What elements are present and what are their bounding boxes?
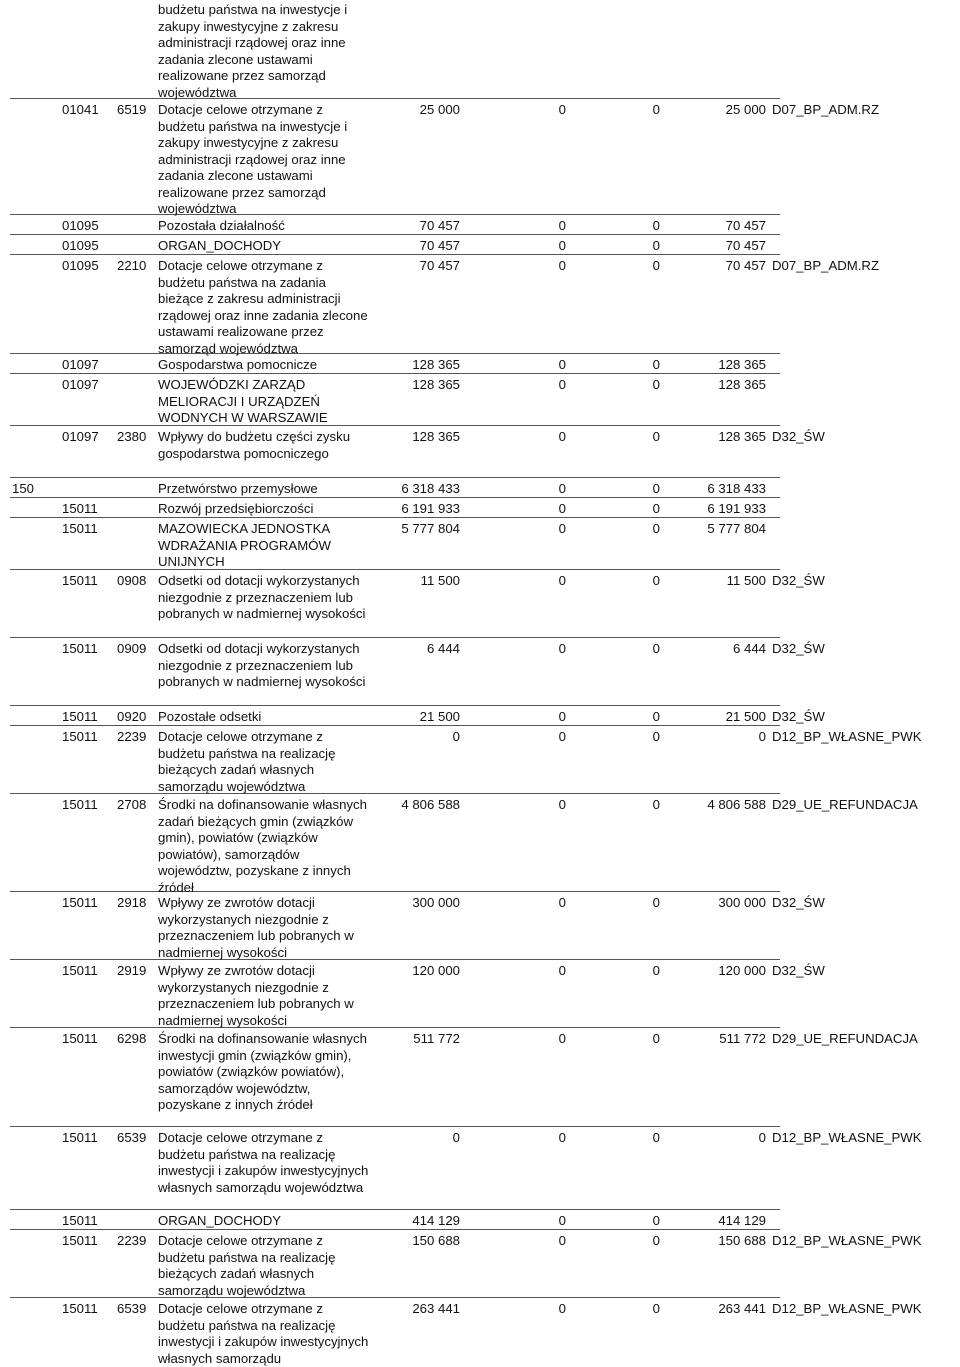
paragraf-cell: 0909 xyxy=(117,641,147,656)
value-change-2-cell: 0 xyxy=(652,709,660,724)
value-plan-cell: 128 365 xyxy=(412,357,460,372)
value-plan-cell: 11 500 xyxy=(420,573,460,588)
description-cell: Pozostała działalność xyxy=(158,218,285,233)
rozdzial-cell: 15011 xyxy=(62,1301,98,1316)
rozdzial-cell: 01097 xyxy=(62,357,99,372)
row-divider xyxy=(10,705,780,706)
row-divider xyxy=(10,959,780,960)
value-plan-cell: 300 000 xyxy=(412,895,460,910)
row-divider xyxy=(10,891,780,892)
value-total-cell: 128 365 xyxy=(718,357,766,372)
value-plan-cell: 128 365 xyxy=(412,429,460,444)
value-plan-cell: 6 191 933 xyxy=(401,501,460,516)
row-divider xyxy=(10,98,780,99)
source-code-cell: D29_UE_REFUNDACJA xyxy=(772,1031,918,1046)
row-divider xyxy=(10,214,780,215)
source-code-cell: D32_ŚW xyxy=(772,895,825,910)
description-cell: Dotacje celowe otrzymane z budżetu państwa na realizację bieżących zadań własnych samorządu województwa xyxy=(158,729,336,794)
rozdzial-cell: 15011 xyxy=(62,709,98,724)
value-change-2-cell: 0 xyxy=(652,377,660,392)
value-total-cell: 0 xyxy=(758,1130,766,1145)
row-divider xyxy=(10,569,780,570)
value-total-cell: 300 000 xyxy=(718,895,766,910)
paragraf-cell: 6539 xyxy=(117,1130,147,1145)
description-cell: budżetu państwa na inwestycje i zakupy inwestycyjne z zakresu administracji rządowej oraz inne zadania zlecone ustawami realizowane przez samorząd województwa xyxy=(158,2,348,100)
value-change-1-cell: 0 xyxy=(558,218,566,233)
description-cell: Dotacje celowe otrzymane z budżetu państwa na inwestycje i zakupy inwestycyjne z zakresu administracji rządowej oraz inne zadania zlecone ustawami realizowane przez samorząd województwa xyxy=(158,102,348,216)
value-plan-cell: 128 365 xyxy=(412,377,460,392)
value-total-cell: 6 191 933 xyxy=(707,501,766,516)
source-code-cell: D32_ŚW xyxy=(772,573,825,588)
paragraf-cell: 2919 xyxy=(117,963,147,978)
value-change-1-cell: 0 xyxy=(558,963,566,978)
value-change-2-cell: 0 xyxy=(652,1213,660,1228)
value-total-cell: 0 xyxy=(758,729,766,744)
row-divider xyxy=(10,425,780,426)
value-total-cell: 4 806 588 xyxy=(707,797,766,812)
value-change-1-cell: 0 xyxy=(558,501,566,516)
value-change-2-cell: 0 xyxy=(652,797,660,812)
description-cell: ORGAN_DOCHODY xyxy=(158,238,282,253)
value-total-cell: 150 688 xyxy=(718,1233,766,1248)
value-total-cell: 21 500 xyxy=(725,709,766,724)
value-total-cell: 263 441 xyxy=(718,1301,766,1316)
paragraf-cell: 2380 xyxy=(117,429,147,444)
value-change-1-cell: 0 xyxy=(558,102,566,117)
paragraf-cell: 6519 xyxy=(117,102,147,117)
description-cell: Dotacje celowe otrzymane z budżetu państwa na zadania bieżące z zakresu administracji rządowej oraz inne zadania zlecone ustawami realizowane przez samorząd województwa xyxy=(158,258,368,356)
value-total-cell: 25 000 xyxy=(725,102,766,117)
value-change-1-cell: 0 xyxy=(558,1213,566,1228)
value-change-2-cell: 0 xyxy=(652,521,660,536)
value-change-1-cell: 0 xyxy=(558,357,566,372)
paragraf-cell: 2239 xyxy=(117,1233,147,1248)
rozdzial-cell: 15011 xyxy=(62,1233,98,1248)
description-cell: Dotacje celowe otrzymane z budżetu państwa na realizację inwestycji i zakupów inwestycyjnych własnych samorządu xyxy=(158,1301,369,1366)
value-total-cell: 11 500 xyxy=(726,573,766,588)
source-code-cell: D12_BP_WŁASNE_PWK xyxy=(772,729,922,744)
value-change-1-cell: 0 xyxy=(558,641,566,656)
paragraf-cell: 2918 xyxy=(117,895,147,910)
value-change-1-cell: 0 xyxy=(558,729,566,744)
value-plan-cell: 0 xyxy=(452,729,460,744)
value-change-2-cell: 0 xyxy=(652,963,660,978)
paragraf-cell: 0920 xyxy=(117,709,147,724)
source-code-cell: D32_ŚW xyxy=(772,429,825,444)
source-code-cell: D32_ŚW xyxy=(772,963,825,978)
description-cell: Przetwórstwo przemysłowe xyxy=(158,481,318,496)
value-change-1-cell: 0 xyxy=(558,573,566,588)
value-change-2-cell: 0 xyxy=(652,501,660,516)
description-cell: MAZOWIECKA JEDNOSTKA WDRAŻANIA PROGRAMÓW UNIJNYCH xyxy=(158,521,331,569)
description-cell: Odsetki od dotacji wykorzystanych niezgodnie z przeznaczeniem lub pobranych w nadmiernej wysokości xyxy=(158,641,366,689)
rozdzial-cell: 15011 xyxy=(62,963,98,978)
rozdzial-cell: 15011 xyxy=(62,729,98,744)
dzial-cell: 150 xyxy=(12,481,35,496)
value-change-1-cell: 0 xyxy=(558,377,566,392)
row-divider xyxy=(10,637,780,638)
value-plan-cell: 25 000 xyxy=(419,102,460,117)
row-divider xyxy=(10,1027,780,1028)
value-plan-cell: 21 500 xyxy=(419,709,460,724)
value-total-cell: 128 365 xyxy=(718,429,766,444)
value-change-2-cell: 0 xyxy=(652,1031,660,1046)
value-change-2-cell: 0 xyxy=(652,102,660,117)
value-change-2-cell: 0 xyxy=(652,1233,660,1248)
value-plan-cell: 511 772 xyxy=(413,1031,460,1046)
rozdzial-cell: 15011 xyxy=(62,895,98,910)
paragraf-cell: 6298 xyxy=(117,1031,147,1046)
value-change-1-cell: 0 xyxy=(558,1031,566,1046)
description-cell: Wpływy ze zwrotów dotacji wykorzystanych niezgodnie z przeznaczeniem lub pobranych w nadmiernej wysokości xyxy=(158,963,354,1028)
description-cell: Dotacje celowe otrzymane z budżetu państwa na realizację inwestycji i zakupów inwestycyjnych własnych samorządu województwa xyxy=(158,1130,369,1195)
value-change-1-cell: 0 xyxy=(558,895,566,910)
rozdzial-cell: 01095 xyxy=(62,258,99,273)
value-plan-cell: 0 xyxy=(452,1130,460,1145)
row-divider xyxy=(10,1297,780,1298)
value-change-1-cell: 0 xyxy=(558,521,566,536)
value-plan-cell: 70 457 xyxy=(419,238,460,253)
rozdzial-cell: 01095 xyxy=(62,238,99,253)
value-plan-cell: 70 457 xyxy=(419,218,460,233)
value-change-2-cell: 0 xyxy=(652,429,660,444)
value-change-2-cell: 0 xyxy=(652,1301,660,1316)
value-plan-cell: 4 806 588 xyxy=(401,797,460,812)
description-cell: WOJEWÓDZKI ZARZĄD MELIORACJI I URZĄDZEŃ WODNYCH W WARSZAWIE xyxy=(158,377,328,425)
description-cell: ORGAN_DOCHODY xyxy=(158,1213,282,1228)
value-total-cell: 70 457 xyxy=(725,218,766,233)
row-divider xyxy=(10,1209,780,1210)
description-cell: Gospodarstwa pomocnicze xyxy=(158,357,318,372)
source-code-cell: D32_ŚW xyxy=(772,641,825,656)
rozdzial-cell: 01041 xyxy=(62,102,99,117)
value-change-1-cell: 0 xyxy=(558,709,566,724)
row-divider xyxy=(10,477,780,478)
value-plan-cell: 5 777 804 xyxy=(401,521,460,536)
value-change-1-cell: 0 xyxy=(558,797,566,812)
rozdzial-cell: 15011 xyxy=(62,501,98,516)
value-change-1-cell: 0 xyxy=(558,1301,566,1316)
value-change-1-cell: 0 xyxy=(558,429,566,444)
description-cell: Dotacje celowe otrzymane z budżetu państwa na realizację bieżących zadań własnych samorządu województwa xyxy=(158,1233,336,1298)
rozdzial-cell: 15011 xyxy=(62,797,98,812)
paragraf-cell: 2210 xyxy=(117,258,147,273)
rozdzial-cell: 15011 xyxy=(62,641,98,656)
description-cell: Odsetki od dotacji wykorzystanych niezgodnie z przeznaczeniem lub pobranych w nadmiernej wysokości xyxy=(158,573,366,621)
value-total-cell: 5 777 804 xyxy=(707,521,766,536)
source-code-cell: D07_BP_ADM.RZ xyxy=(772,258,880,273)
description-cell: Pozostałe odsetki xyxy=(158,709,262,724)
value-plan-cell: 70 457 xyxy=(419,258,460,273)
rozdzial-cell: 15011 xyxy=(62,1213,98,1228)
source-code-cell: D12_BP_WŁASNE_PWK xyxy=(772,1233,922,1248)
value-total-cell: 6 444 xyxy=(732,641,766,656)
row-divider xyxy=(10,353,780,354)
value-change-2-cell: 0 xyxy=(652,357,660,372)
description-cell: Środki na dofinansowanie własnych inwestycji gmin (związków gmin), powiatów (związków powiatów), samorządów województw, pozyskane z innych źródeł xyxy=(158,1031,367,1112)
paragraf-cell: 0908 xyxy=(117,573,147,588)
description-cell: Środki na dofinansowanie własnych zadań bieżących gmin (związków gmin), powiatów (związków powiatów), samorządów województw, pozyskane z innych źródeł xyxy=(158,797,367,895)
value-change-2-cell: 0 xyxy=(652,895,660,910)
rozdzial-cell: 01097 xyxy=(62,429,99,444)
value-change-2-cell: 0 xyxy=(652,573,660,588)
value-change-2-cell: 0 xyxy=(652,218,660,233)
value-change-2-cell: 0 xyxy=(652,238,660,253)
value-total-cell: 70 457 xyxy=(725,258,766,273)
rozdzial-cell: 15011 xyxy=(62,521,98,536)
value-change-2-cell: 0 xyxy=(652,481,660,496)
value-change-2-cell: 0 xyxy=(652,1130,660,1145)
value-plan-cell: 6 318 433 xyxy=(401,481,460,496)
value-change-1-cell: 0 xyxy=(558,1233,566,1248)
value-total-cell: 6 318 433 xyxy=(707,481,766,496)
source-code-cell: D29_UE_REFUNDACJA xyxy=(772,797,918,812)
value-total-cell: 511 772 xyxy=(719,1031,766,1046)
value-plan-cell: 120 000 xyxy=(412,963,460,978)
value-total-cell: 70 457 xyxy=(725,238,766,253)
source-code-cell: D07_BP_ADM.RZ xyxy=(772,102,880,117)
paragraf-cell: 2708 xyxy=(117,797,147,812)
value-change-2-cell: 0 xyxy=(652,729,660,744)
value-change-1-cell: 0 xyxy=(558,258,566,273)
source-code-cell: D12_BP_WŁASNE_PWK xyxy=(772,1301,922,1316)
rozdzial-cell: 01095 xyxy=(62,218,99,233)
value-total-cell: 414 129 xyxy=(718,1213,766,1228)
value-plan-cell: 150 688 xyxy=(412,1233,460,1248)
paragraf-cell: 6539 xyxy=(117,1301,147,1316)
description-cell: Wpływy do budżetu części zysku gospodarstwa pomocniczego xyxy=(158,429,351,461)
rozdzial-cell: 15011 xyxy=(62,1130,98,1145)
value-plan-cell: 263 441 xyxy=(412,1301,460,1316)
value-change-1-cell: 0 xyxy=(558,1130,566,1145)
value-total-cell: 120 000 xyxy=(718,963,766,978)
rozdzial-cell: 01097 xyxy=(62,377,99,392)
paragraf-cell: 2239 xyxy=(117,729,147,744)
rozdzial-cell: 15011 xyxy=(62,573,98,588)
source-code-cell: D12_BP_WŁASNE_PWK xyxy=(772,1130,922,1145)
rozdzial-cell: 15011 xyxy=(62,1031,98,1046)
value-plan-cell: 414 129 xyxy=(412,1213,460,1228)
value-plan-cell: 6 444 xyxy=(426,641,460,656)
row-divider xyxy=(10,1126,780,1127)
source-code-cell: D32_ŚW xyxy=(772,709,825,724)
value-change-1-cell: 0 xyxy=(558,481,566,496)
description-cell: Wpływy ze zwrotów dotacji wykorzystanych niezgodnie z przeznaczeniem lub pobranych w nadmiernej wysokości xyxy=(158,895,354,960)
value-total-cell: 128 365 xyxy=(718,377,766,392)
description-cell: Rozwój przedsiębiorczości xyxy=(158,501,314,516)
value-change-1-cell: 0 xyxy=(558,238,566,253)
row-divider xyxy=(10,793,780,794)
value-change-2-cell: 0 xyxy=(652,258,660,273)
value-change-2-cell: 0 xyxy=(652,641,660,656)
